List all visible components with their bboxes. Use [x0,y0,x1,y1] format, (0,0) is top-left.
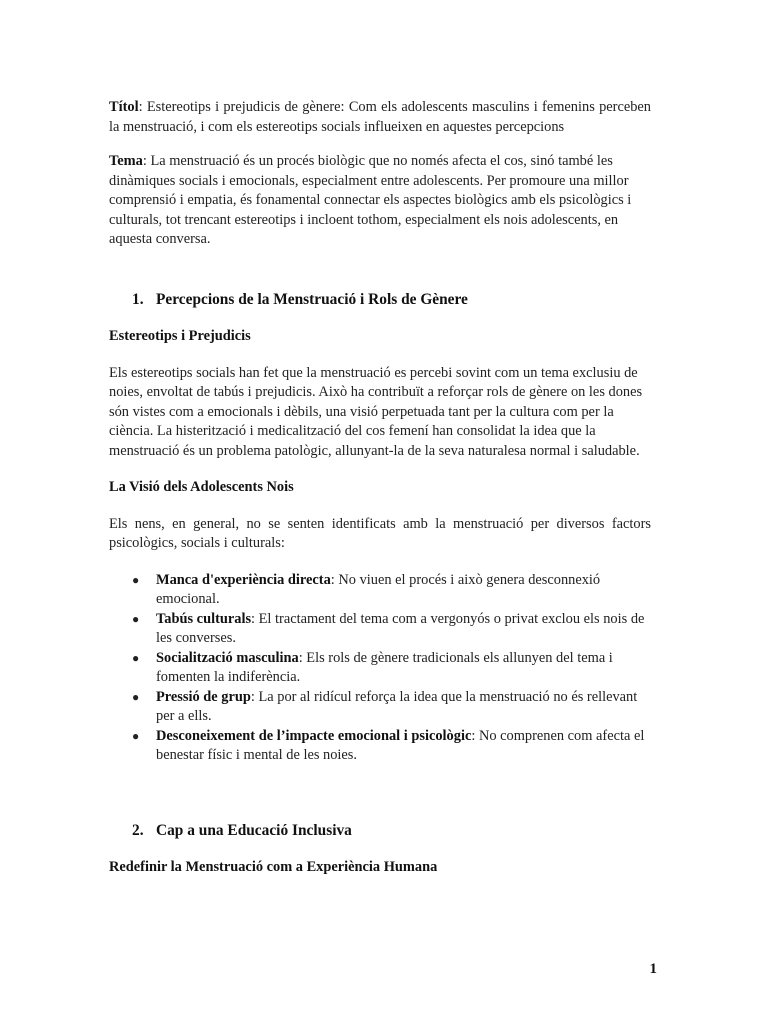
document-page [109,98,651,895]
section-1-title: Percepcions de la Menstruació i Rols de Gènere [156,290,468,308]
list-item-text [156,571,651,610]
list-item [109,649,651,688]
list-item-description: : La por al ridícul reforça la idea que la menstruació no és rellevant per a ells. [156,688,638,724]
list-item-term: Socialització masculina [156,649,299,666]
section-1-number: 1. [132,290,144,308]
subheading-redefine: Redefinir la Menstruació com a Experiència Humana [109,859,438,875]
paragraph-stereotypes: Els estereotips socials han fet que la menstruació es percebi sovint com un tema exclusiu de noies, envoltat de tabús i prejudicis. Això ha contribuït a reforçar rols de gènere on les dones són vistes com a emocionals i dèbils, una visió perpetuada tant per la cultura com per la ciència. La histerització i medicalització del cos femení han consolidat la idea que la menstruació és un problema patològic, allunyant-la de la seva naturalesa normal i saludable. [109,364,643,459]
title-text: : Estereotips i prejudicis de gènere: Com els adolescents masculins i femenins perceben la menstruació, i com els estereotips socials influeixen en aquestes percepcions [109,99,651,135]
list-item-term: Tabús culturals [156,610,252,627]
page-number: 1 [649,961,657,977]
topic-text: : La menstruació és un procés biològic que no només afecta el cos, sinó també les dinàmiques socials i emocionals, especialment entre adolescents. Per promoure una millor comprensió i empatia, és fonamental connectar els aspectes biològics amb els psicològics i culturals, tot trencant estereotips i incloent tothom, especialment els nois adolescents, en aquesta conversa. [109,153,632,247]
bullet-icon: ● [132,650,140,665]
title-label: Títol [109,99,139,115]
topic-label: Tema [109,153,143,169]
section-1-heading [132,290,651,310]
list-item [109,610,651,649]
bullet-icon: ● [132,689,140,704]
subheading-stereotypes: Estereotips i Prejudicis [109,328,251,344]
list-item [109,688,651,727]
bullet-icon: ● [132,611,140,626]
list-item-description: : Els rols de gènere tradicionals els allunyen del tema i fomenten la indiferència. [156,649,613,685]
list-item-description: : No comprenen com afecta el benestar físic i mental de les noies. [156,727,645,763]
subheading-boys-view: La Visió dels Adolescents Nois [109,479,294,495]
bullet-icon: ● [132,572,140,587]
list-item-term: Manca d'experiència directa [156,571,331,588]
list-item-description: : No viuen el procés i això genera desconnexió emocional. [156,571,601,607]
topic-paragraph [109,152,651,250]
list-item-text [156,610,651,649]
list-item-description: : El tractament del tema com a vergonyós o privat exclou els nois de les converses. [156,610,645,646]
section-2-number: 2. [132,821,144,839]
paragraph-boys-view: Els nens, en general, no se senten identificats amb la menstruació per diversos factors psicològics, socials i culturals: [109,515,651,551]
list-item [109,571,651,610]
list-item-text [156,688,651,727]
title-paragraph [109,98,651,137]
bullet-icon: ● [132,728,140,743]
list-item-term: Desconeixement de l’impacte emocional i psicològic [156,727,472,744]
factors-list [109,571,651,766]
list-item-text [156,649,651,688]
list-item-term: Pressió de grup [156,688,251,705]
list-item [109,727,651,766]
section-2-heading [132,821,651,841]
section-2-title: Cap a una Educació Inclusiva [156,821,352,839]
list-item-text [156,727,651,766]
